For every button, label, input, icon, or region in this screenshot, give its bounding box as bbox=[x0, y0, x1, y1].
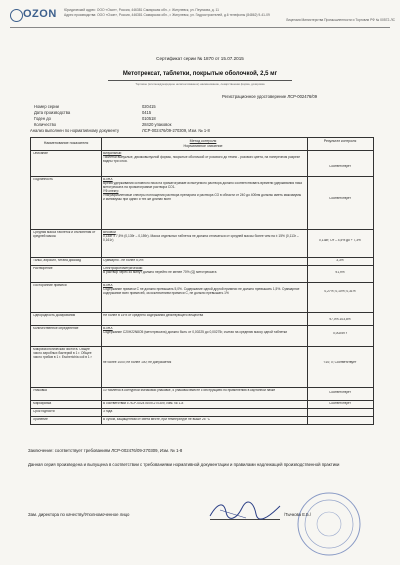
header-method-title: Метод контроля bbox=[189, 139, 217, 143]
row-name: Маркировка bbox=[33, 402, 52, 405]
row-name: Описание bbox=[33, 152, 48, 155]
header-name: Наименование показателя bbox=[43, 141, 89, 145]
row-method-title: Спектрофотометрический bbox=[103, 267, 143, 270]
row-name: Подлинность bbox=[33, 178, 53, 181]
header-divider bbox=[10, 27, 390, 28]
row-method-text: 3 года bbox=[103, 410, 113, 413]
row-method-title: Весовой bbox=[103, 231, 116, 234]
row-name: Хранение bbox=[33, 418, 48, 421]
meta-label: Номер серии bbox=[34, 104, 59, 109]
table-row bbox=[31, 151, 373, 177]
row-method bbox=[103, 259, 303, 263]
row-name: Количественное определение bbox=[33, 327, 79, 330]
signature bbox=[206, 500, 286, 522]
meta-label: Дата производства bbox=[34, 110, 71, 115]
row-result: Соответствует bbox=[329, 391, 351, 394]
table-row bbox=[31, 283, 373, 313]
meta-analysis-doc bbox=[30, 128, 330, 134]
table-row bbox=[31, 388, 373, 401]
row-name: Однородность дозирования bbox=[33, 314, 76, 317]
row-name: Микробиологическая чистота. Общее число аэробных бактерий в 1 г. Общее число грибов в 1 г. Escherichia coli в 1 г bbox=[33, 348, 92, 359]
row-method-text: Таблетки выпуклые, двояковыпуклой формы, покрытые оболочкой от розового до темно - розового цвета, на поперечном разрезе видны три слоя. bbox=[103, 154, 301, 163]
row-name: Средняя масса таблеток и отклонения от средней массы bbox=[33, 231, 96, 238]
ozon-logo bbox=[10, 7, 58, 23]
row-name: Растворение bbox=[33, 267, 53, 270]
header-production-address: Адрес производства: ООО «Озон», Россия, 446381 Самарская обл., г. Жигулевск, ул. Гидростроителей, д.6 телефоны (84862) 9-41-09 bbox=[64, 13, 270, 17]
meta-value: 010518 bbox=[142, 116, 156, 121]
row-method-text: 0,148г ± 7,5% (0,139г – 0,159г). Масса отдельных таблеток не должна отличаться от средней массы более чем на ± 15% (0,113г – 0,161г) bbox=[103, 233, 299, 242]
row-name: Срок годности bbox=[33, 410, 55, 413]
meta-value: 020415 bbox=[142, 104, 156, 109]
row-result: 0,27%; 0,10%; 0,31% bbox=[324, 290, 356, 293]
row-method bbox=[103, 389, 303, 393]
row-method bbox=[103, 402, 303, 406]
row-method-text: 10 таблеток в контурной ячейковой упаковке, 5 упаковок вместе с инструкцией по применению в картонной пачке bbox=[103, 389, 276, 392]
table-row bbox=[31, 409, 373, 417]
meta-label: Количество bbox=[34, 122, 56, 127]
row-result: Соответствует bbox=[329, 165, 351, 168]
row-method bbox=[103, 231, 303, 243]
row-method-text: Содержание примеси С не должно превышать 5,0%. Содержание одной другой примеси не должно превышать 1,5%. Суммарное содержание всех примесей, за исключением примеси С, не должно превышать 1% bbox=[103, 286, 300, 295]
row-result: Соответствует bbox=[329, 402, 351, 405]
header-method bbox=[103, 139, 303, 149]
table-row bbox=[31, 258, 373, 266]
meta-value: ЛСР-002476/09-270309, Изм. № 1-8 bbox=[142, 128, 210, 133]
registration-certificate: Регистрационное удостоверение ЛСР-002476/09 bbox=[222, 94, 318, 99]
row-method-text: Время удерживания основного пика на хроматограмме испытуемого раствора должно соответствовать времени удерживания пика метотрексата на хроматограмме раствора СО1. bbox=[103, 180, 302, 189]
row-result: 0,138г; От – 4,5% до + 7,3% bbox=[319, 239, 361, 242]
table-row bbox=[31, 326, 373, 347]
signatory-name: /Тычкова Е.Б./ bbox=[284, 512, 312, 517]
logo-text: OZON bbox=[23, 8, 57, 20]
row-method-title: ВЭЖХ bbox=[103, 284, 113, 287]
header-license: Лицензия Министерства Промышленности и Торговли РФ № 00572-ЛС bbox=[285, 18, 395, 22]
table-row bbox=[31, 230, 373, 258]
header-legal-address: Юридический адрес: ООО «Озон», Россия, 446381 Самарская обл., г. Жигулевск, ул. Пеункова, д. 11 bbox=[64, 8, 219, 12]
table-row bbox=[31, 347, 373, 388]
conclusion: Заключение: соответствует требованиям ЛСР-002476/09-270309, Изм. № 1-8 bbox=[28, 448, 183, 453]
title-underline bbox=[108, 80, 292, 81]
row-method bbox=[103, 178, 303, 201]
analysis-table bbox=[30, 137, 374, 425]
row-method2-text: Ультрафиолетовые спектры поглощения раствора препарата и раствора СО в области от 240 до 400нм должны иметь максимумы и минимумы при одних и тех же длинах волн bbox=[103, 192, 302, 201]
document-subtitle: Торговое (или международное непатентованное) наименование, лекарственная форма, дозировка bbox=[135, 82, 265, 86]
row-method-text: Суммарно - не более 5,0% bbox=[103, 259, 144, 262]
row-method bbox=[103, 361, 303, 365]
row-name: Посторонние примеси bbox=[33, 284, 67, 287]
row-method bbox=[103, 267, 303, 275]
row-method bbox=[103, 314, 303, 318]
row-method-title: ВЭЖХ bbox=[103, 178, 113, 181]
row-method-title: Визуальный bbox=[103, 152, 122, 155]
header-result: Результат контроля bbox=[323, 139, 357, 143]
row-method-text: не более 1000; не более 100; не допускается bbox=[103, 361, 172, 364]
company-stamp bbox=[296, 491, 362, 557]
table-row bbox=[31, 266, 373, 283]
row-method bbox=[103, 284, 303, 296]
row-result: 97,0%-103,8% bbox=[329, 318, 351, 321]
row-method bbox=[103, 327, 303, 335]
signatory-title: Зам. директора по качеству/Уполномоченное лицо bbox=[28, 512, 130, 517]
row-result: 91,9% bbox=[335, 271, 345, 274]
row-name: Тальк, аэросил, титана диоксид bbox=[33, 259, 82, 262]
row-result: <10; 0; Соответствует bbox=[323, 361, 357, 364]
row-method bbox=[103, 410, 303, 414]
row-method-text: В соответствии с ЛСР-002476/09-270309, Изм. № 1-8 bbox=[103, 402, 184, 405]
table-row bbox=[31, 313, 373, 326]
meta-value: 28420 упаковок bbox=[142, 122, 172, 127]
meta-value: 0415 bbox=[142, 110, 152, 115]
row-method bbox=[103, 152, 303, 164]
row-result: Соответствует bbox=[329, 197, 351, 200]
row-result: 0,00259 г bbox=[333, 332, 347, 335]
meta-label: Анализ выполнен по нормативному документу bbox=[30, 128, 119, 133]
table-row bbox=[31, 401, 373, 409]
declaration: Данная серия произведена и выпущена в соответствии с требованиями нормативной документации и правилами надлежащей производственной практики bbox=[28, 462, 340, 467]
row-method-text: В сухом, защищенном от света месте, при температуре не выше 25 °С bbox=[103, 418, 211, 421]
row-method-text: В раствор через 45 минут должно перейти не менее 70% (Q) метотрексата bbox=[103, 269, 217, 274]
meta-label: Годен до bbox=[34, 116, 51, 121]
table-row bbox=[31, 417, 373, 424]
row-name: Упаковка bbox=[33, 389, 47, 392]
header-method-sub: Нормативное значение bbox=[183, 143, 223, 148]
row-method-title: ВЭЖХ bbox=[103, 327, 113, 330]
row-result: 3,3% bbox=[336, 259, 344, 262]
row-method bbox=[103, 418, 303, 422]
document-title: Метотрексат, таблетки, покрытые оболочкой, 2,5 мг bbox=[122, 71, 278, 77]
logo-circle-icon bbox=[10, 9, 23, 22]
row-method-text: Содержание C20H22N8O5 (метотрексата) должно быть от 0,00225 до 0,00275г, считая на среднюю массу одной таблетки bbox=[103, 329, 288, 334]
certificate-number: Сертификат серии № 1870 от 15.07.2015 bbox=[156, 56, 244, 61]
table-row bbox=[31, 177, 373, 230]
row-method-text: Не более в 15% от среднего содержания действующего вещества bbox=[103, 314, 204, 317]
table-header bbox=[31, 138, 373, 151]
row-method2-title: УФ-спектр bbox=[103, 188, 119, 193]
